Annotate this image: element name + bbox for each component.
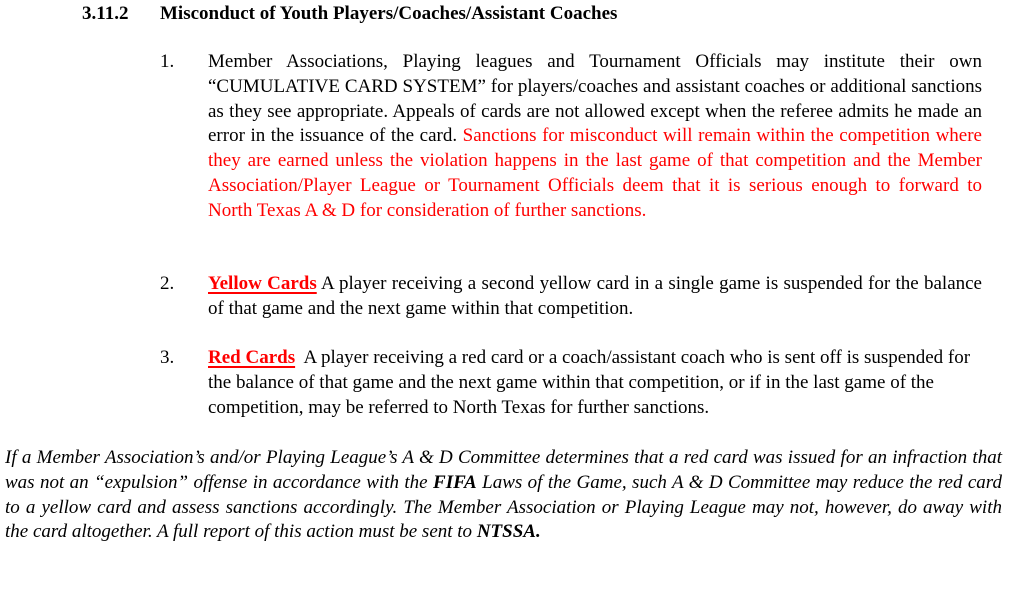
yellow-cards-text: A player receiving a second yellow card in a single game is suspended for the balance of that game and the next game within that competition. xyxy=(208,273,982,319)
red-cards-text: A player receiving a red card or a coach/assistant coach who is sent off is suspended for the balance of that game and the next game within that competition, or if in the last game of the competition, may be referred to North Texas for further sanctions. xyxy=(208,347,971,418)
list-marker: 1. xyxy=(160,51,175,72)
section-number: 3.11.2 xyxy=(82,3,129,24)
yellow-cards-term: Yellow Cards xyxy=(208,273,317,294)
list-item-body xyxy=(208,50,982,224)
red-cards-term: Red Cards xyxy=(208,347,296,368)
list-item-body xyxy=(208,346,982,420)
ntssa-emphasis: NTSSA. xyxy=(476,521,541,543)
note-text-part1: If a Member Association’s and/or Playing League’s A & D Committee determines that a red card was issued for an infraction that was not an “expulsion” offense in accordance with the xyxy=(5,447,1002,493)
list-marker: 3. xyxy=(160,347,175,368)
italic-note-paragraph xyxy=(5,446,1002,545)
section-title: Misconduct of Youth Players/Coaches/Assistant Coaches xyxy=(160,3,618,24)
fifa-emphasis: FIFA xyxy=(433,471,477,493)
note-text-part2: Laws of the Game, such A & D Committee may reduce the red card to a yellow card and assess sanctions accordingly. The Member Association or Playing League may not, however, do away with the card altogether. A full report of this action must be sent to xyxy=(5,471,1002,543)
list-marker: 2. xyxy=(160,273,175,294)
list-item-body xyxy=(208,272,982,322)
cumulative-card-text: Member Associations, Playing leagues and Tournament Officials may institute their own “CUMULATIVE CARD SYSTEM” for players/coaches and assistant coaches or additional sanctions as they see appropriate. Appeals of cards are not allowed except when the referee admits he made an error in the issuance of the card. xyxy=(208,51,982,147)
section-heading xyxy=(82,3,617,25)
sanctions-highlight-text: Sanctions for misconduct will remain within the competition where they are earned unless the violation happens in the last game of that competition and the Member Association/Player League or Tournament Officials deem that it is serious enough to forward to North Texas A & D for consideration of further sanctions. xyxy=(208,125,982,221)
